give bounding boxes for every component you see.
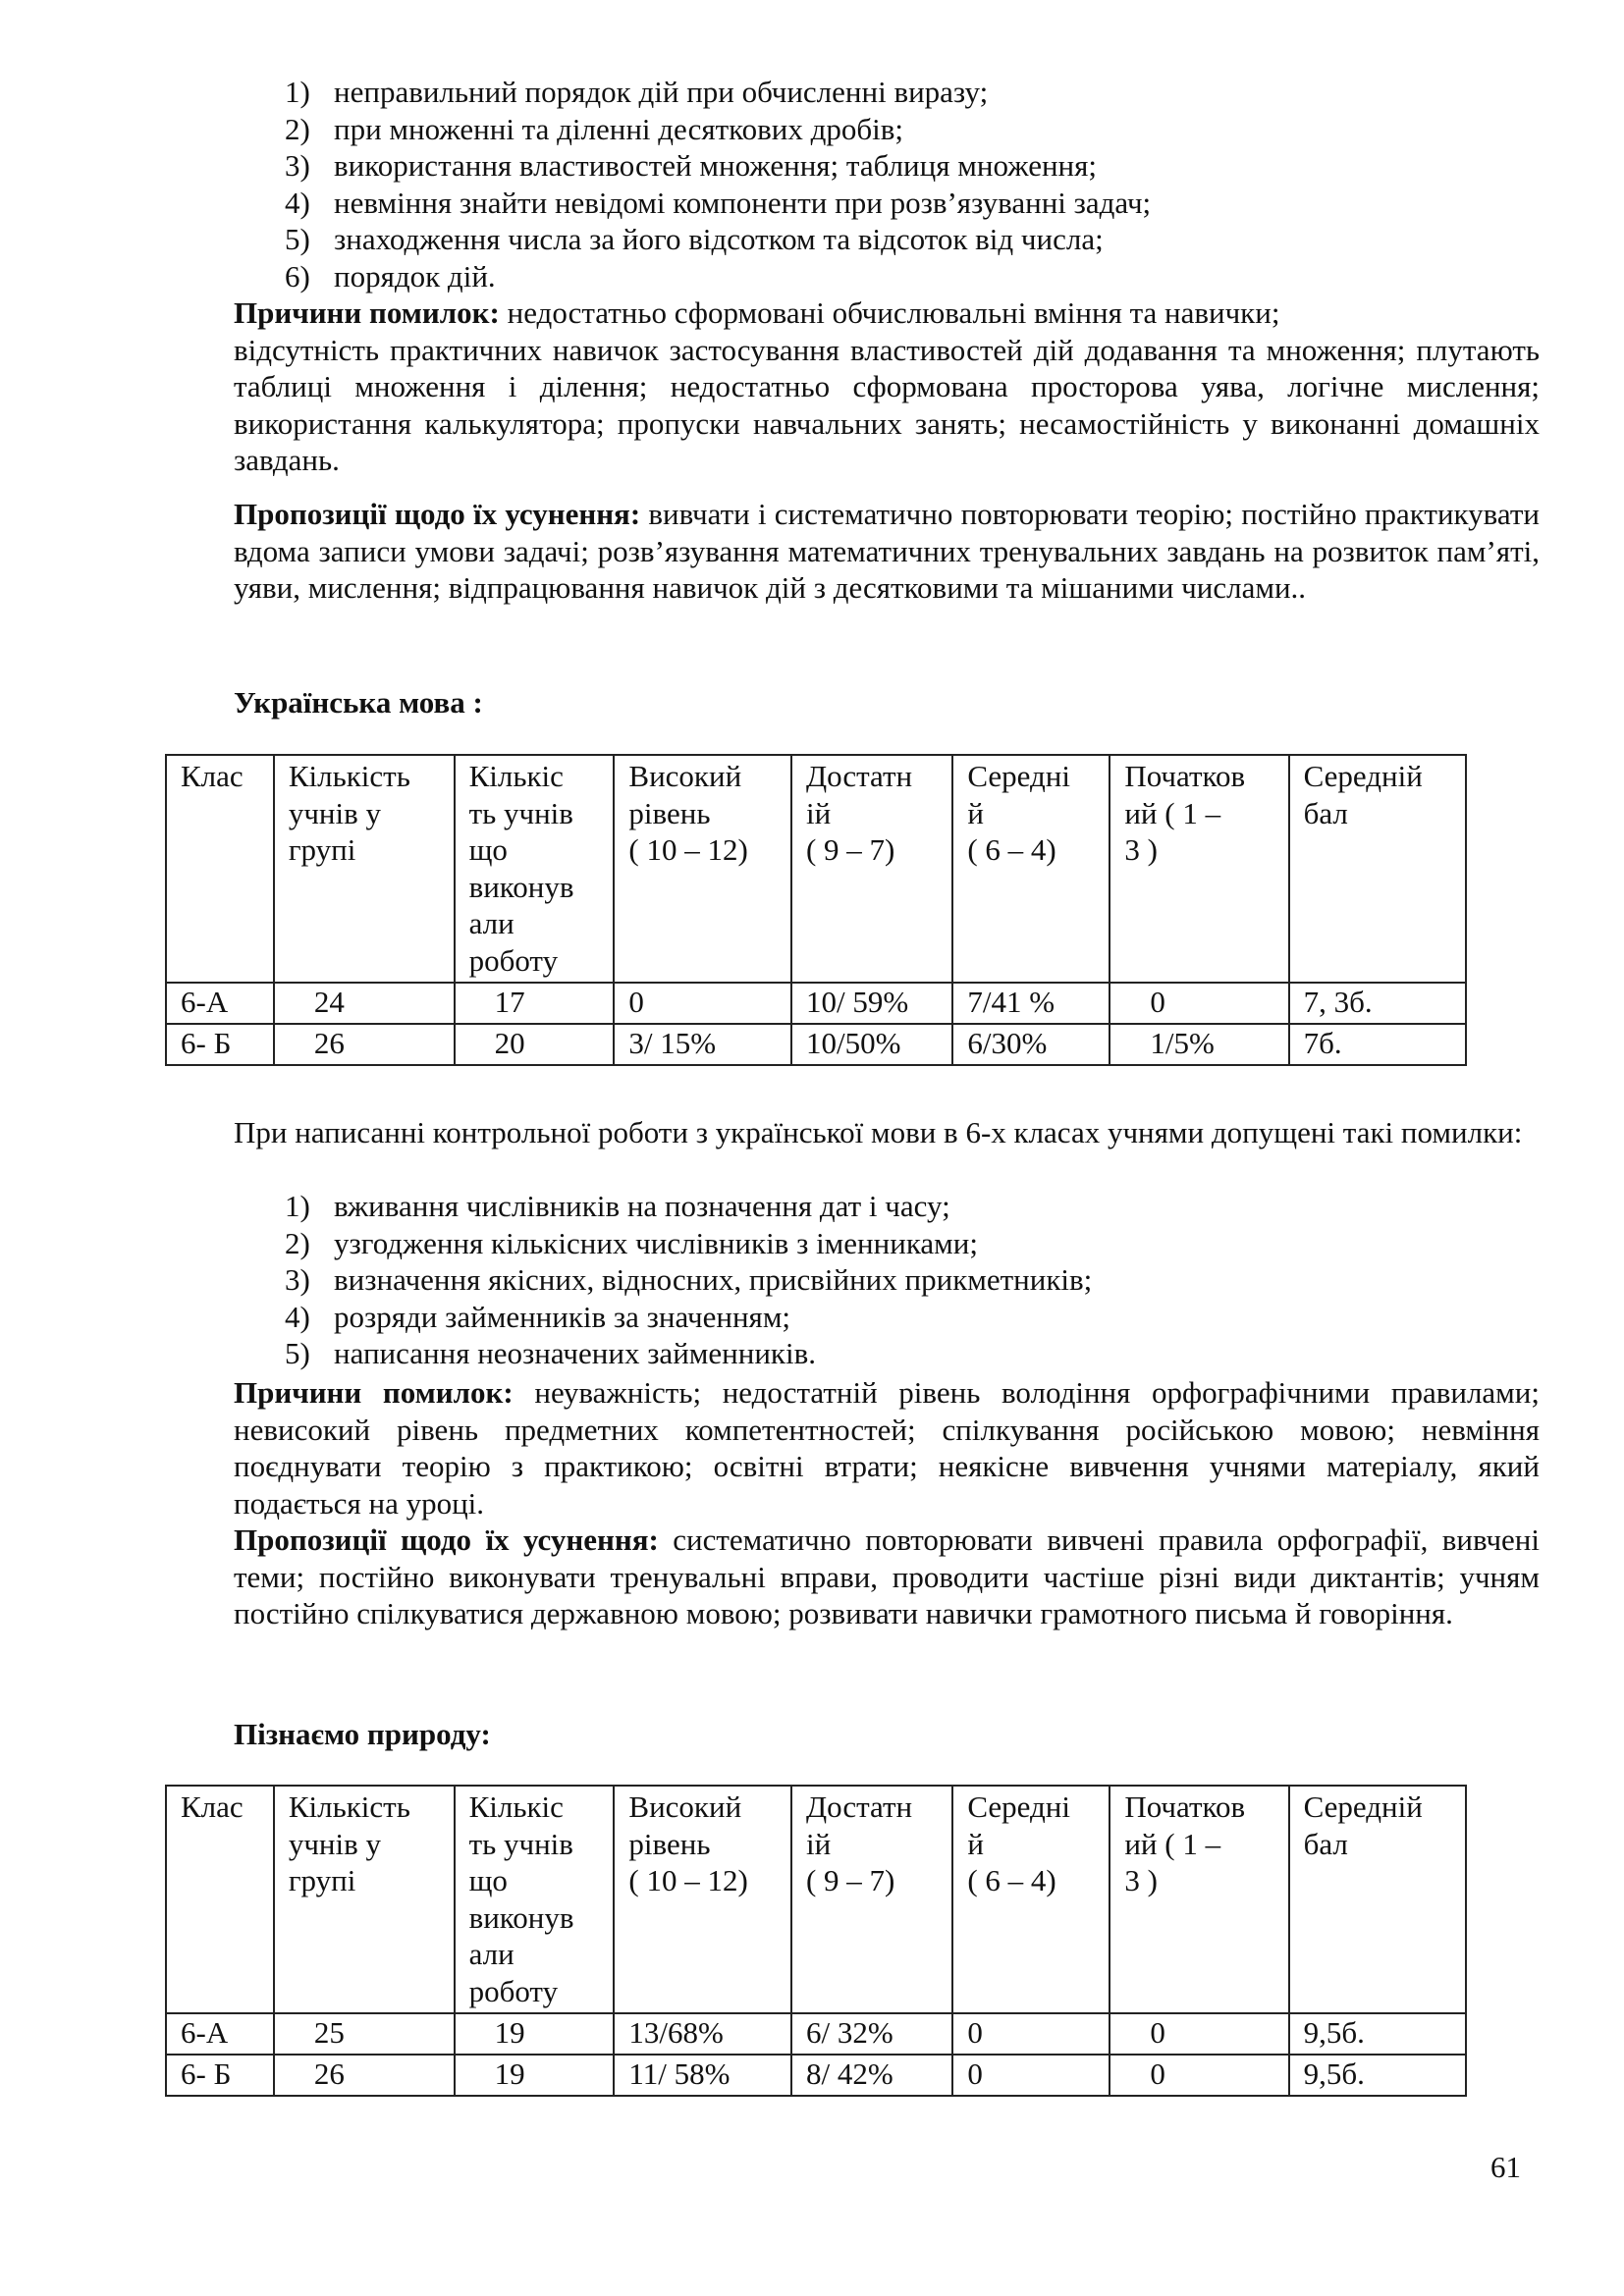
list-item: 4) розряди займенників за значенням; xyxy=(285,1299,791,1334)
math-errors-list xyxy=(285,74,1151,294)
ukrainian-causes-paragraph: Причини помилок: неуважність; недостатній рівень володіння орфографічними правилами; невисокий рівень предметних компетентностей; спілкування російською мовою; невміння поєднувати теорію з практикою; освітні втрати; неякісне вивчення учнями матеріалу, який подається на уроці. xyxy=(234,1375,1541,1521)
proposals-label: Пропозиції щодо їх усунення: xyxy=(234,1522,659,1557)
header-cell: Кількіс ть учнів що виконув али роботу xyxy=(455,755,615,983)
table-cell: 13/68% xyxy=(614,2013,791,2055)
ukrainian-intro: При написанні контрольної роботи з української мови в 6-х класах учнями допущені такі помилки: xyxy=(234,1115,1523,1149)
header-cell: Достатн ій ( 9 – 7) xyxy=(791,755,952,983)
table-cell: 0 xyxy=(1110,983,1288,1024)
table-header-row xyxy=(166,755,1466,983)
ukrainian-proposals-paragraph: Пропозиції щодо їх усунення: систематично повторювати вивчені правила орфографії, вивчені теми; постійно виконувати тренувальні вправи, проводити частіше різні види диктантів; учням постійно спілкуватися державною мовою; розвивати навички грамотного письма й говоріння. xyxy=(234,1522,1540,1630)
table-row xyxy=(166,2055,1466,2096)
table-row xyxy=(166,983,1466,1024)
class-cell: 6-А xyxy=(166,2013,274,2055)
table-row xyxy=(166,2013,1466,2055)
table-cell: 0 xyxy=(952,2013,1110,2055)
table-cell: 1/5% xyxy=(1110,1024,1288,1065)
list-item: 5) знаходження числа за його відсотком та відсоток від числа; xyxy=(285,222,1104,256)
header-cell: Початков ий ( 1 – 3 ) xyxy=(1110,755,1288,983)
table-cell: 25 xyxy=(274,2013,455,2055)
nature-heading: Пізнаємо природу: xyxy=(234,1717,491,1751)
table-cell: 11/ 58% xyxy=(614,2055,791,2096)
table-cell: 26 xyxy=(274,2055,455,2096)
table-cell: 7б. xyxy=(1289,1024,1466,1065)
causes-label: Причини помилок: xyxy=(234,1375,514,1410)
ukrainian-results-table xyxy=(165,754,1467,1066)
table-cell: 0 xyxy=(1110,2055,1288,2096)
class-cell: 6-А xyxy=(166,983,274,1024)
table-cell: 19 xyxy=(455,2055,615,2096)
header-cell: Високий рівень ( 10 – 12) xyxy=(614,1786,791,2013)
table-cell: 26 xyxy=(274,1024,455,1065)
table-cell: 24 xyxy=(274,983,455,1024)
header-cell: Клас xyxy=(166,1786,274,2013)
header-cell: Середній бал xyxy=(1289,755,1466,983)
math-proposals-paragraph: Пропозиції щодо їх усунення: вивчати і систематично повторювати теорію; постійно практикувати вдома записи умови задачі; розв’язування математичних тренувальних завдань на розвиток пам’яті, уяви, мислення; відпрацювання навичок дій з десятковими та мішаними числами.. xyxy=(234,497,1540,605)
header-cell: Кількість учнів у групі xyxy=(274,1786,455,2013)
list-item: 1) вживання числівників на позначення дат і часу; xyxy=(285,1189,950,1223)
ukrainian-heading: Українська мова : xyxy=(234,685,483,720)
header-cell: Середні й ( 6 – 4) xyxy=(952,755,1110,983)
table-cell: 10/50% xyxy=(791,1024,952,1065)
table-cell: 10/ 59% xyxy=(791,983,952,1024)
list-item: 2) при множенні та діленні десяткових дробів; xyxy=(285,111,904,146)
table-cell: 0 xyxy=(952,2055,1110,2096)
class-cell: 6- Б xyxy=(166,1024,274,1065)
math-causes-paragraph: Причини помилок: недостатньо сформовані обчислювальні вміння та навички; відсутність практичних навичок застосування властивостей дій додавання та множення; плутають таблиці множення і ділення; недостатньо сформована просторова уява, логічне мислення; використання калькулятора; пропуски навчальних занять; несамостійність у виконанні домашніх завдань. xyxy=(234,295,1540,477)
list-item: 3) використання властивостей множення; таблиця множення; xyxy=(285,148,1097,183)
nature-results-table xyxy=(165,1785,1467,2097)
table-cell: 6/ 32% xyxy=(791,2013,952,2055)
causes-label: Причини помилок: xyxy=(234,295,500,330)
page-number: 61 xyxy=(1490,2150,1521,2184)
header-cell: Високий рівень ( 10 – 12) xyxy=(614,755,791,983)
list-item: 1) неправильний порядок дій при обчисленні виразу; xyxy=(285,75,989,109)
list-item: 6) порядок дій. xyxy=(285,258,496,294)
header-cell: Достатн ій ( 9 – 7) xyxy=(791,1786,952,2013)
header-cell: Середні й ( 6 – 4) xyxy=(952,1786,1110,2013)
proposals-label: Пропозиції щодо їх усунення: xyxy=(234,497,641,531)
header-cell: Кількіс ть учнів що виконув али роботу xyxy=(455,1786,615,2013)
header-cell: Початков ий ( 1 – 3 ) xyxy=(1110,1786,1288,2013)
header-cell: Середній бал xyxy=(1289,1786,1466,2013)
class-cell: 6- Б xyxy=(166,2055,274,2096)
table-cell: 7/41 % xyxy=(952,983,1110,1024)
table-cell: 19 xyxy=(455,2013,615,2055)
table-cell: 7, 3б. xyxy=(1289,983,1466,1024)
list-item: 3) визначення якісних, відносних, присвійних прикметників; xyxy=(285,1262,1093,1297)
table-cell: 0 xyxy=(614,983,791,1024)
table-cell: 6/30% xyxy=(952,1024,1110,1065)
header-cell: Кількість учнів у групі xyxy=(274,755,455,983)
table-cell: 20 xyxy=(455,1024,615,1065)
ukrainian-errors-list xyxy=(285,1188,1092,1372)
table-cell: 9,5б. xyxy=(1289,2055,1466,2096)
table-row xyxy=(166,1024,1466,1065)
table-cell: 8/ 42% xyxy=(791,2055,952,2096)
list-item: 4) невміння знайти невідомі компоненти при розв’язуванні задач; xyxy=(285,185,1152,220)
list-item: 5) написання неозначених займенників. xyxy=(285,1336,816,1370)
table-cell: 3/ 15% xyxy=(614,1024,791,1065)
table-cell: 9,5б. xyxy=(1289,2013,1466,2055)
header-cell: Клас xyxy=(166,755,274,983)
table-cell: 17 xyxy=(455,983,615,1024)
table-cell: 0 xyxy=(1110,2013,1288,2055)
table-header-row xyxy=(166,1786,1466,2013)
list-item: 2) узгодження кількісних числівників з іменниками; xyxy=(285,1225,978,1260)
